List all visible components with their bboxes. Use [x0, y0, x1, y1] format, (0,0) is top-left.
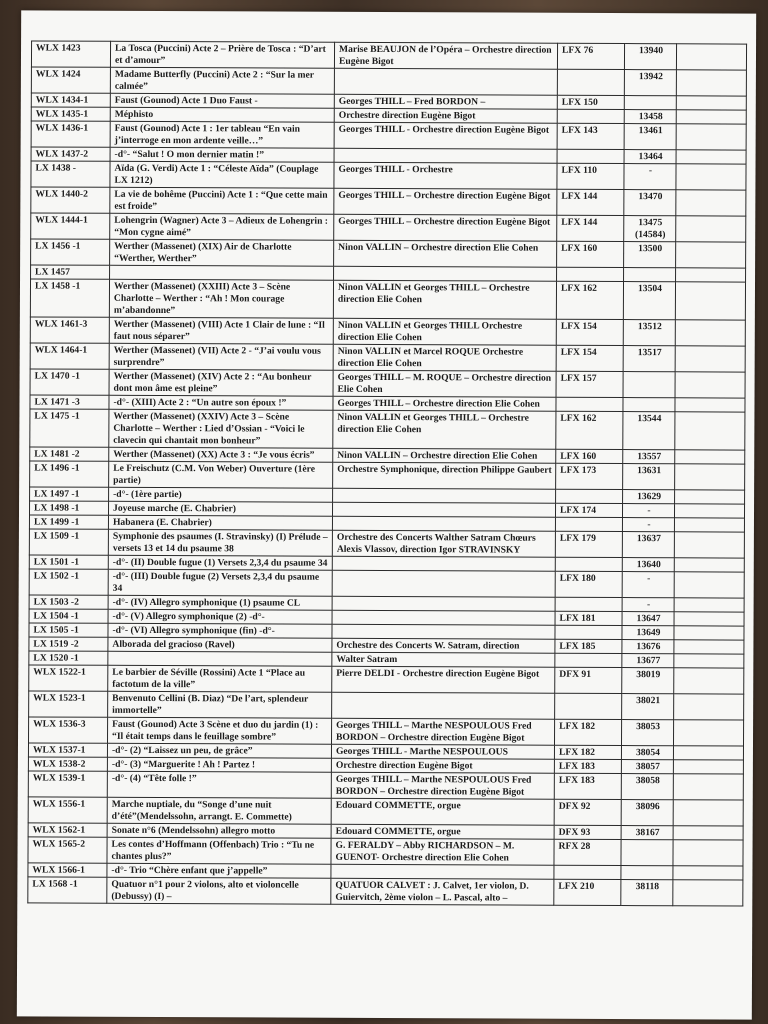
catalogue-number-cell: [557, 109, 624, 123]
table-row: [28, 877, 743, 906]
matrix-number-cell: LX 1457: [31, 265, 110, 279]
matrix-number-cell: LX 1505 -1: [29, 623, 108, 637]
matrix-number-cell: WLX 1423: [31, 41, 110, 67]
work-title-cell: La vie de bohême (Puccini) Acte 1 : “Que cette main est froide”: [110, 187, 334, 214]
performers-cell: Georges THILL – Fred BORDON –: [334, 94, 557, 109]
performers-cell: Orchestre Symphonique, direction Philippe Gaubert: [333, 462, 556, 489]
empty-cell: [673, 774, 743, 800]
work-title-cell: Werther (Massenet) (VIII) Acte 1 Clair de lune : “Il faut nous séparer”: [109, 317, 333, 344]
matrix-number-cell: LX 1475 -1: [30, 409, 109, 447]
catalogue-number-cell: [557, 69, 624, 95]
empty-cell: [673, 746, 743, 760]
performers-cell: [334, 148, 557, 163]
reference-number-cell: 38053: [621, 720, 673, 746]
empty-cell: [675, 464, 745, 490]
reference-number-cell: [621, 866, 673, 880]
performers-cell: Edouard COMMETTE, orgue: [331, 824, 554, 839]
performers-cell: G. FERALDY – Abby RICHARDSON – M. GUENOT- Orchestre direction Elie Cohen: [331, 838, 554, 865]
empty-cell: [675, 320, 745, 346]
reference-number-cell: 13676: [622, 640, 674, 654]
empty-cell: [676, 44, 746, 70]
performers-cell: Georges THILL – Marthe NESPOULOUS Fred BORDON – Orchestre direction Eugène Bigot: [331, 718, 554, 745]
reference-number-cell: 13649: [622, 626, 674, 640]
catalogue-number-cell: LFX 154: [556, 319, 623, 345]
reference-number-cell: 13629: [623, 490, 675, 504]
matrix-number-cell: LX 1504 -1: [29, 609, 108, 623]
matrix-number-cell: LX 1503 -2: [29, 595, 108, 609]
catalogue-number-cell: LFX 181: [555, 611, 622, 625]
matrix-number-cell: LX 1456 -1: [31, 239, 110, 265]
work-title-cell: -d°- (4) “Tête folle !”: [107, 771, 331, 798]
performers-cell: [332, 692, 555, 719]
table-row: [31, 239, 746, 268]
performers-cell: Marise BEAUJON de l’Opéra – Orchestre direction Eugène Bigot: [334, 42, 557, 69]
table-row: [29, 717, 744, 746]
work-title-cell: Symphonie des psaumes (I. Stravinsky) (I) Prélude – versets 13 et 14 du psaume 38: [108, 529, 332, 556]
work-title-cell: Méphisto: [110, 107, 334, 122]
reference-number-cell: 13557: [623, 450, 675, 464]
table-row: [31, 213, 746, 242]
table-row: [28, 837, 743, 866]
table-row: [30, 461, 745, 490]
catalogue-number-cell: [557, 149, 624, 163]
empty-cell: [674, 654, 744, 668]
reference-number-cell: 13640: [622, 558, 674, 572]
work-title-cell: -d°- (III) Double fugue (2) Versets 2,3,4 du psaume 34: [108, 569, 332, 596]
work-title-cell: Sonate n°6 (Mendelssohn) allegro motto: [107, 823, 331, 838]
empty-cell: [674, 668, 744, 694]
table-row: [30, 369, 745, 398]
catalogue-number-cell: [555, 653, 622, 667]
reference-number-cell: 13544: [623, 412, 675, 450]
performers-cell: Georges THILL - Orchestre direction Eugène Bigot: [334, 122, 557, 149]
work-title-cell: -d°- “Salut ! O mon dernier matin !”: [110, 147, 334, 162]
matrix-number-cell: LX 1499 -1: [29, 515, 108, 529]
performers-cell: [334, 266, 557, 281]
catalogue-number-cell: [555, 625, 622, 639]
work-title-cell: Marche nuptiale, du “Songe d’une nuit d’été”(Mendelssohn, arrangt. E. Commette): [107, 797, 331, 824]
performers-cell: Georges THILL - Marthe NESPOULOUS: [331, 744, 554, 759]
reference-number-cell: 13512: [623, 320, 675, 346]
catalogue-number-cell: LFX 180: [555, 571, 622, 597]
empty-cell: [673, 866, 743, 880]
table-row: [31, 161, 746, 190]
reference-number-cell: -: [622, 518, 674, 532]
matrix-number-cell: WLX 1523-1: [29, 691, 108, 717]
catalogue-number-cell: [556, 397, 623, 411]
empty-cell: [673, 720, 743, 746]
matrix-number-cell: LX 1520 -1: [29, 651, 108, 665]
empty-cell: [674, 640, 744, 654]
catalogue-number-cell: LFX 110: [557, 163, 624, 189]
work-title-cell: Benvenuto Cellini (B. Diaz) “De l’art, splendeur immortelle”: [108, 691, 332, 718]
matrix-number-cell: LX 1438 -: [31, 161, 110, 187]
empty-cell: [676, 216, 746, 242]
matrix-number-cell: LX 1509 -1: [29, 529, 108, 555]
empty-cell: [674, 612, 744, 626]
catalogue-number-cell: LFX 150: [557, 95, 624, 109]
reference-number-cell: 13464: [624, 150, 676, 164]
reference-number-cell: -: [624, 164, 676, 190]
work-title-cell: [108, 651, 332, 666]
performers-cell: [332, 502, 555, 517]
catalogue-number-cell: LFX 174: [555, 503, 622, 517]
table-row: [31, 41, 746, 70]
matrix-number-cell: WLX 1537-1: [28, 743, 107, 757]
work-title-cell: Alborada del gracioso (Ravel): [108, 637, 332, 652]
performers-cell: [331, 864, 554, 879]
catalogue-number-cell: LFX 183: [554, 773, 621, 799]
reference-number-cell: -: [622, 572, 674, 598]
work-title-cell: Les contes d’Hoffmann (Offenbach) Trio : “Tu ne chantes plus?”: [107, 837, 331, 864]
reference-number-cell: 13475 (14584): [624, 216, 676, 242]
catalogue-number-cell: LFX 160: [557, 241, 624, 267]
work-title-cell: -d°- (VI) Allegro symphonique (fin) -d°-: [108, 623, 332, 638]
empty-cell: [676, 110, 746, 124]
matrix-number-cell: LX 1498 -1: [29, 501, 108, 515]
empty-cell: [674, 518, 744, 532]
work-title-cell: -d°- (3) “Marguerite ! Ah ! Partez !: [107, 757, 331, 772]
table-row: [29, 569, 744, 598]
table-row: [28, 797, 743, 826]
performers-cell: Ninon VALLIN et Georges THILL – Orchestre direction Elie Cohen: [333, 280, 556, 319]
catalogue-number-cell: [554, 865, 621, 879]
work-title-cell: Joyeuse marche (E. Chabrier): [108, 501, 332, 516]
work-title-cell: Faust (Gounod) Acte 3 Scène et duo du jardin (1) : “Il était temps dans le feuillage sombre”: [108, 717, 332, 744]
table-row: [30, 317, 745, 346]
reference-number-cell: 38118: [621, 880, 673, 906]
empty-cell: [676, 164, 746, 190]
matrix-number-cell: WLX 1538-2: [28, 757, 107, 771]
reference-number-cell: 38058: [621, 774, 673, 800]
recordings-table: [27, 40, 747, 906]
matrix-number-cell: LX 1568 -1: [28, 877, 107, 903]
performers-cell: Georges THILL – Orchestre direction Eugène Bigot: [334, 214, 557, 241]
matrix-number-cell: LX 1501 -1: [29, 555, 108, 569]
reference-number-cell: [623, 372, 675, 398]
work-title-cell: -d°- (1ère partie): [109, 487, 333, 502]
table-row: [29, 665, 744, 694]
performers-cell: Pierre DELDI - Orchestre direction Eugène Bigot: [332, 666, 555, 693]
performers-cell: Ninon VALLIN – Orchestre direction Elie Cohen: [333, 448, 556, 463]
empty-cell: [675, 412, 745, 450]
matrix-number-cell: WLX 1434-1: [31, 93, 110, 107]
matrix-number-cell: WLX 1464-1: [30, 343, 109, 369]
catalogue-number-cell: LFX 182: [554, 719, 621, 745]
reference-number-cell: 13470: [624, 190, 676, 216]
catalogue-number-cell: LFX 157: [556, 371, 623, 397]
matrix-number-cell: WLX 1562-1: [28, 823, 107, 837]
performers-cell: Orchestre direction Eugène Bigot: [334, 108, 557, 123]
work-title-cell: Werther (Massenet) (XXIV) Acte 3 – Scène Charlotte – Werther : Lied d’Ossian - “Voici le clavecin qui chantait mon bonheur”: [109, 409, 333, 448]
catalogue-number-cell: DFX 93: [554, 825, 621, 839]
reference-number-cell: 13940: [624, 44, 676, 70]
catalogue-number-cell: [555, 693, 622, 719]
performers-cell: Georges THILL – Orchestre direction Eugène Bigot: [334, 188, 557, 215]
reference-number-cell: 13631: [623, 464, 675, 490]
reference-number-cell: 13458: [624, 110, 676, 124]
reference-number-cell: 13637: [622, 532, 674, 558]
performers-cell: [332, 624, 555, 639]
performers-cell: [334, 68, 557, 95]
empty-cell: [675, 346, 745, 372]
work-title-cell: Werther (Massenet) (XIX) Air de Charlotte “Werther, Werther”: [110, 239, 334, 266]
empty-cell: [673, 826, 743, 840]
matrix-number-cell: WLX 1536-3: [29, 717, 108, 743]
empty-cell: [676, 242, 746, 268]
work-title-cell: -d°- (XIII) Acte 2 : “Un autre son époux !”: [109, 395, 333, 410]
catalogue-number-cell: LFX 173: [556, 463, 623, 489]
document-page: [17, 10, 756, 1019]
empty-cell: [673, 760, 743, 774]
work-title-cell: Werther (Massenet) (XXIII) Acte 3 – Scène Charlotte – Werther : “Ah ! Mon courage m’abandonne”: [109, 279, 333, 318]
performers-cell: [333, 488, 556, 503]
empty-cell: [676, 190, 746, 216]
empty-cell: [674, 532, 744, 558]
performers-cell: QUATUOR CALVET : J. Calvet, 1er violon, D. Guiervitch, 2ème violon – L. Pascal, alto –: [331, 878, 554, 905]
performers-cell: Georges THILL – M. ROQUE – Orchestre direction Elie Cohen: [333, 370, 556, 397]
performers-cell: [332, 570, 555, 597]
empty-cell: [673, 880, 743, 906]
performers-cell: Ninon VALLIN et Marcel ROQUE Orchestre direction Elie Cohen: [333, 344, 556, 371]
work-title-cell: Quatuor n°1 pour 2 violons, alto et violoncelle (Debussy) (I) –: [107, 877, 331, 904]
matrix-number-cell: LX 1496 -1: [30, 461, 109, 487]
reference-number-cell: 38096: [621, 800, 673, 826]
matrix-number-cell: WLX 1539-1: [28, 771, 107, 797]
empty-cell: [675, 372, 745, 398]
matrix-number-cell: LX 1502 -1: [29, 569, 108, 595]
catalogue-number-cell: LFX 210: [554, 879, 621, 905]
work-title-cell: Faust (Gounod) Acte 1 : 1er tableau “En vain j’interroge en mon ardente veille…”: [110, 121, 334, 148]
reference-number-cell: 13677: [622, 654, 674, 668]
work-title-cell: -d°- (IV) Allegro symphonique (1) psaume CL: [108, 595, 332, 610]
empty-cell: [676, 124, 746, 150]
performers-cell: Ninon VALLIN – Orchestre direction Elie Cohen: [334, 240, 557, 267]
catalogue-number-cell: LFX 183: [554, 759, 621, 773]
performers-cell: Walter Satram: [332, 652, 555, 667]
reference-number-cell: 13504: [623, 282, 675, 320]
performers-cell: Ninon VALLIN et Georges THILL Orchestre direction Elie Cohen: [333, 318, 556, 345]
performers-cell: [332, 610, 555, 625]
reference-number-cell: 38167: [621, 826, 673, 840]
table-row: [28, 771, 743, 800]
performers-cell: [332, 556, 555, 571]
catalogue-number-cell: [557, 267, 624, 281]
table-row: [31, 187, 746, 216]
performers-cell: Georges THILL - Orchestre: [334, 162, 557, 189]
catalogue-number-cell: LFX 154: [556, 345, 623, 371]
reference-number-cell: [621, 840, 673, 866]
reference-number-cell: -: [622, 598, 674, 612]
matrix-number-cell: LX 1470 -1: [30, 369, 109, 395]
work-title-cell: Le Freischutz (C.M. Von Weber) Ouverture (1ère partie): [109, 461, 333, 488]
reference-number-cell: -: [622, 504, 674, 518]
reference-number-cell: 13942: [624, 70, 676, 96]
catalogue-number-cell: [555, 597, 622, 611]
empty-cell: [673, 800, 743, 826]
empty-cell: [676, 150, 746, 164]
empty-cell: [675, 490, 745, 504]
empty-cell: [674, 626, 744, 640]
performers-cell: Edouard COMMETTE, orgue: [331, 798, 554, 825]
matrix-number-cell: WLX 1435-1: [31, 107, 110, 121]
matrix-number-cell: LX 1519 -2: [29, 637, 108, 651]
catalogue-number-cell: LFX 179: [555, 531, 622, 557]
catalogue-number-cell: LFX 144: [557, 215, 624, 241]
work-title-cell: La Tosca (Puccini) Acte 2 – Prière de Tosca : “D’art et d’amour”: [110, 41, 334, 68]
catalogue-number-cell: [555, 557, 622, 571]
reference-number-cell: [624, 268, 676, 282]
matrix-number-cell: WLX 1437-2: [31, 147, 110, 161]
work-title-cell: -d°- Trio “Chère enfant que j’appelle”: [107, 863, 331, 878]
work-title-cell: [110, 265, 334, 280]
catalogue-number-cell: LFX 76: [557, 43, 624, 69]
empty-cell: [674, 504, 744, 518]
table-row: [29, 529, 744, 558]
work-title-cell: Lohengrin (Wagner) Acte 3 – Adieux de Lohengrin : “Mon cygne aimé”: [110, 213, 334, 240]
performers-cell: Ninon VALLIN et Georges THILL – Orchestre direction Elie Cohen: [333, 410, 556, 449]
table-body: [28, 41, 747, 906]
catalogue-number-cell: DFX 92: [554, 799, 621, 825]
work-title-cell: Werther (Massenet) (XIV) Acte 2 : “Au bonheur dont mon âme est pleine”: [109, 369, 333, 396]
work-title-cell: Aïda (G. Verdi) Acte 1 : “Céleste Aïda” (Couplage LX 1212): [110, 161, 334, 188]
reference-number-cell: 38057: [621, 760, 673, 774]
matrix-number-cell: WLX 1461-3: [30, 317, 109, 343]
reference-number-cell: 38021: [622, 694, 674, 720]
catalogue-number-cell: DFX 91: [555, 667, 622, 693]
reference-number-cell: 13517: [623, 346, 675, 372]
matrix-number-cell: LX 1497 -1: [30, 487, 109, 501]
work-title-cell: Faust (Gounod) Acte 1 Duo Faust -: [110, 93, 334, 108]
matrix-number-cell: LX 1458 -1: [30, 279, 109, 317]
table-row: [31, 121, 746, 150]
empty-cell: [675, 450, 745, 464]
catalogue-number-cell: LFX 144: [557, 189, 624, 215]
table-row: [29, 691, 744, 720]
empty-cell: [676, 96, 746, 110]
empty-cell: [674, 572, 744, 598]
table-row: [30, 409, 745, 450]
matrix-number-cell: WLX 1436-1: [31, 121, 110, 147]
performers-cell: Orchestre direction Eugène Bigot: [331, 758, 554, 773]
performers-cell: Orchestre des Concerts Walther Satram Chœurs Alexis Vlassov, direction Igor STRAVINSKY: [332, 530, 555, 557]
work-title-cell: Werther (Massenet) (XX) Acte 3 : “Je vous écris”: [109, 447, 333, 462]
catalogue-number-cell: RFX 28: [554, 839, 621, 865]
work-title-cell: -d°- (II) Double fugue (1) Versets 2,3,4 du psaume 34: [108, 555, 332, 570]
table-row: [31, 67, 746, 96]
performers-cell: [332, 516, 555, 531]
work-title-cell: -d°- (2) “Laissez un peu, de grâce”: [107, 743, 331, 758]
matrix-number-cell: WLX 1566-1: [28, 863, 107, 877]
matrix-number-cell: WLX 1556-1: [28, 797, 107, 823]
performers-cell: Orchestre des Concerts W. Satram, direction: [332, 638, 555, 653]
empty-cell: [675, 282, 745, 320]
empty-cell: [674, 558, 744, 572]
empty-cell: [673, 840, 743, 866]
matrix-number-cell: WLX 1424: [31, 67, 110, 93]
reference-number-cell: 38019: [622, 668, 674, 694]
work-title-cell: Madame Butterfly (Puccini) Acte 2 : “Sur la mer calmée”: [110, 67, 334, 94]
matrix-number-cell: LX 1471 -3: [30, 395, 109, 409]
empty-cell: [674, 694, 744, 720]
catalogue-number-cell: LFX 162: [556, 411, 623, 449]
catalogue-number-cell: LFX 143: [557, 123, 624, 149]
catalogue-number-cell: LFX 185: [555, 639, 622, 653]
reference-number-cell: 13647: [622, 612, 674, 626]
work-title-cell: -d°- (V) Allegro symphonique (2) -d°-: [108, 609, 332, 624]
catalogue-number-cell: [556, 489, 623, 503]
matrix-number-cell: WLX 1444-1: [31, 213, 110, 239]
catalogue-number-cell: LFX 160: [556, 449, 623, 463]
matrix-number-cell: LX 1481 -2: [30, 447, 109, 461]
reference-number-cell: 13461: [624, 124, 676, 150]
performers-cell: [332, 596, 555, 611]
empty-cell: [676, 70, 746, 96]
reference-number-cell: [623, 398, 675, 412]
performers-cell: Georges THILL – Orchestre direction Elie Cohen: [333, 396, 556, 411]
work-title-cell: Habanera (E. Chabrier): [108, 515, 332, 530]
matrix-number-cell: WLX 1522-1: [29, 665, 108, 691]
catalogue-number-cell: LFX 162: [556, 281, 623, 319]
work-title-cell: Le barbier de Séville (Rossini) Acte 1 “Place au factotum de la ville”: [108, 665, 332, 692]
catalogue-number-cell: LFX 182: [554, 745, 621, 759]
reference-number-cell: 13500: [624, 242, 676, 268]
empty-cell: [676, 268, 746, 282]
table-row: [30, 279, 745, 320]
table-row: [30, 343, 745, 372]
empty-cell: [675, 398, 745, 412]
matrix-number-cell: WLX 1565-2: [28, 837, 107, 863]
empty-cell: [674, 598, 744, 612]
performers-cell: Georges THILL – Marthe NESPOULOUS Fred BORDON – Orchestre direction Eugène Bigot: [331, 772, 554, 799]
reference-number-cell: [624, 96, 676, 110]
reference-number-cell: 38054: [621, 746, 673, 760]
matrix-number-cell: WLX 1440-2: [31, 187, 110, 213]
work-title-cell: Werther (Massenet) (VII) Acte 2 - “J’ai voulu vous surprendre”: [109, 343, 333, 370]
catalogue-number-cell: [555, 517, 622, 531]
